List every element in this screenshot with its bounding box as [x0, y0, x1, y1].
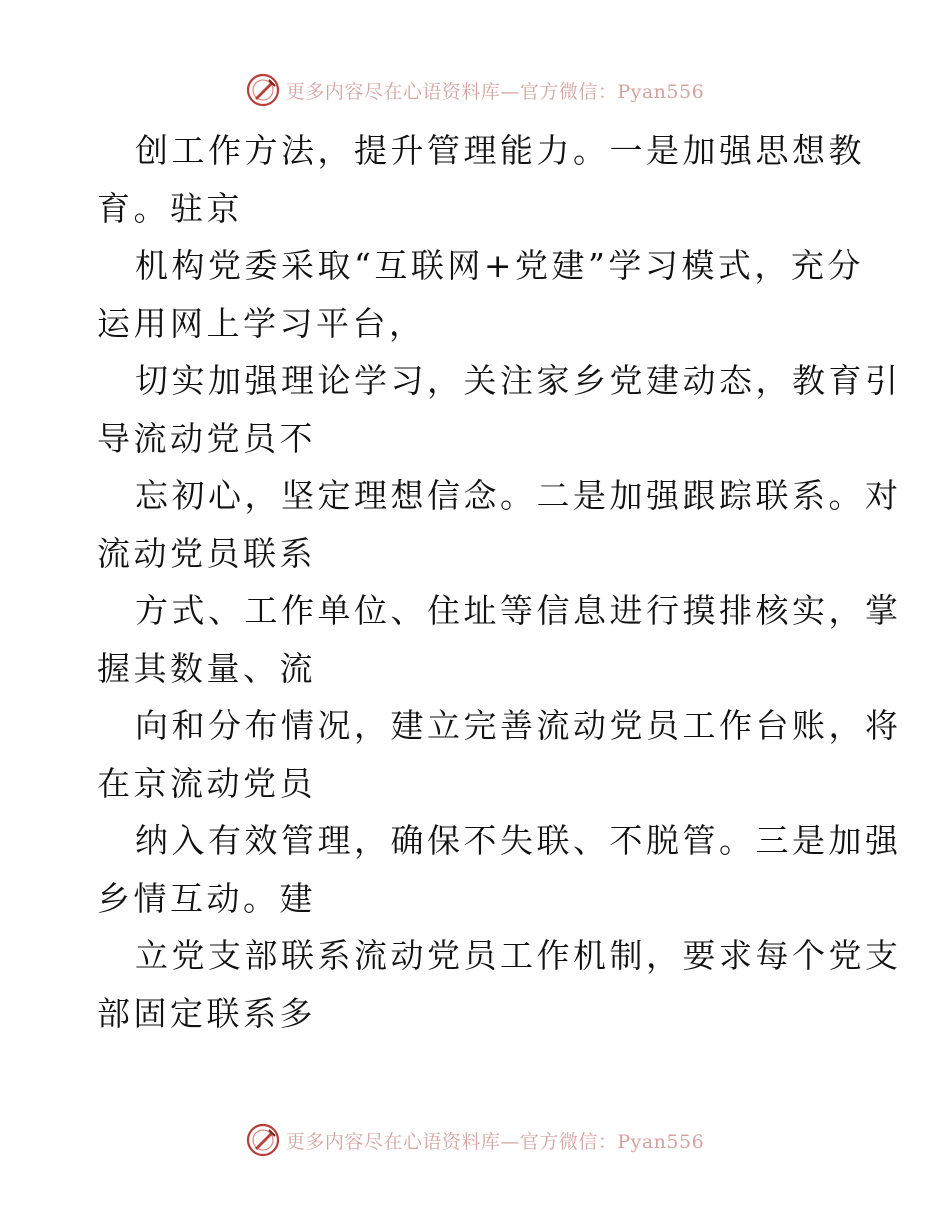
- text-line: 忘初心，坚定理想信念。二是加强跟踪联系。对: [135, 476, 902, 515]
- text-line: 育。驻京: [97, 188, 243, 228]
- text-line: 乡情互动。建: [97, 878, 316, 918]
- text-line: 部固定联系多: [97, 993, 316, 1033]
- text-line: 向和分布情况，建立完善流动党员工作台账，将: [135, 706, 902, 745]
- logo-icon: [246, 1123, 280, 1157]
- text-line: 导流动党员不: [97, 418, 316, 458]
- text-line: 机构党委采取“互联网+党建”学习模式，充分: [135, 246, 864, 285]
- text-line: 运用网上学习平台，: [97, 303, 426, 343]
- text-line: 在京流动党员: [97, 763, 316, 803]
- text-line: 切实加强理论学习，关注家乡党建动态，教育引: [135, 361, 902, 400]
- text-line: 纳入有效管理，确保不失联、不脱管。三是加强: [135, 821, 902, 860]
- logo-icon: [246, 73, 280, 107]
- footer-banner-text: 更多内容尽在心语资料库—官方微信：Pyan556: [285, 1130, 705, 1153]
- text-line: 方式、工作单位、住址等信息进行摸排核实，掌: [135, 591, 902, 630]
- text-line: 立党支部联系流动党员工作机制，要求每个党支: [135, 936, 902, 975]
- text-line: 流动党员联系: [97, 533, 316, 573]
- footer-banner: [0, 1120, 950, 1160]
- document-body: [97, 122, 902, 1042]
- header-banner-text: 更多内容尽在心语资料库—官方微信：Pyan556: [285, 80, 705, 103]
- text-line: 创工作方法，提升管理能力。一是加强思想教: [135, 131, 865, 170]
- header-banner: [0, 70, 950, 110]
- text-line: 握其数量、流: [97, 648, 316, 688]
